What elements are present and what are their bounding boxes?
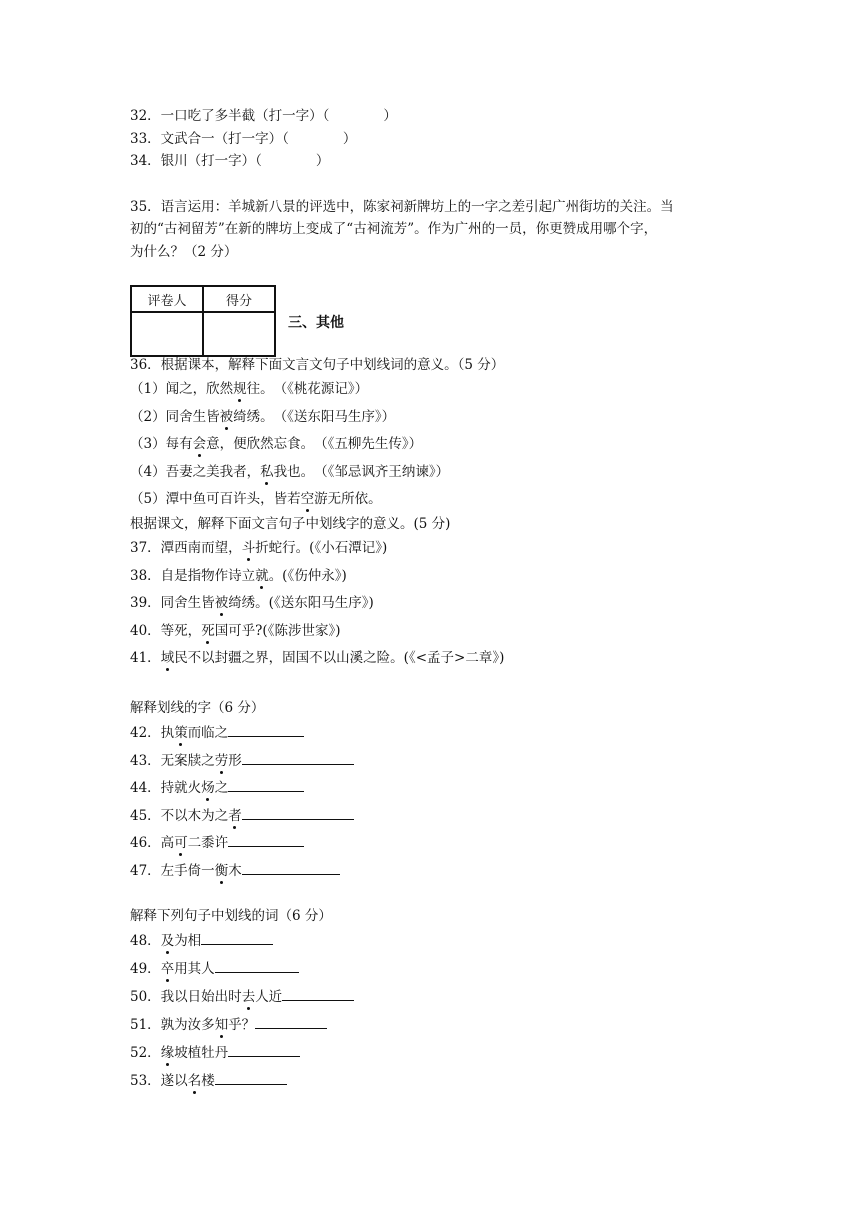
item-text-after: 楼 (201, 1073, 215, 1089)
item-text-before: 40．等死， (130, 622, 202, 639)
item-text-after: 坡植牡丹 (174, 1045, 229, 1061)
item-text-before: （3）每有 (130, 436, 193, 452)
item-text-after: 意，便欣然忘食。 （《五柳先生传》） (206, 436, 423, 452)
item-text-before: 44．持就火 (130, 780, 202, 796)
marked-character: 就 (255, 567, 269, 584)
item-text-before: 47．左手倚一 (130, 862, 215, 879)
item-text-before: 39．同舍生皆 (130, 595, 215, 611)
marked-character: 去 (241, 989, 256, 1005)
marked-character: 及 (160, 933, 175, 949)
item-text-before: 42．执 (130, 725, 175, 741)
item-text-before: （4）吾妻之美我者， (130, 463, 261, 480)
question-36-item (130, 380, 368, 398)
item-text-after: 木 (228, 862, 242, 879)
question-item (130, 860, 340, 880)
section-title: 三、其他 (288, 315, 344, 331)
marked-character: 炀 (201, 780, 215, 796)
question-35-line-2: 初的“古祠留芳”在新的牌坊上变成了“古祠流芳”。作为广州的一员，你更赞成用哪个字， (130, 221, 658, 237)
question-33: 33．文武合一（打一字）（ ） (130, 131, 357, 147)
marked-character: 衡 (214, 862, 229, 879)
marked-character: 空 (300, 491, 315, 507)
item-text-after: 我也。 （《邹忌讽齐王纳谏》） (273, 463, 450, 480)
marked-character: 规 (233, 381, 247, 397)
marked-character: 劳 (214, 752, 229, 769)
question-35-line-3: 为什么？（2 分） (130, 244, 238, 260)
marked-character: 被 (214, 595, 229, 611)
question-item (130, 750, 354, 770)
item-text-before: 41． (130, 650, 161, 666)
answer-blank[interactable] (201, 930, 273, 945)
item-text-before: 38．自是指物作诗立 (130, 567, 256, 584)
question-item (130, 1014, 327, 1034)
score-cell (203, 312, 275, 356)
question-35-line-1: 35．语言运用：羊城新八景的评选中，陈家祠新牌坊上的一字之差引起广州街坊的关注。当 (130, 199, 674, 215)
question-item (130, 777, 304, 797)
marked-character: 缘 (160, 1045, 175, 1061)
item-text-before: （2）同舍生皆 (130, 408, 220, 425)
item-text-before: 53．遂以 (130, 1073, 188, 1089)
question-32: 32．一口吃了多半截（打一字）（ ） (130, 108, 397, 124)
item-text-after: 。(《伤仲永》) (268, 567, 347, 584)
question-item (130, 649, 504, 667)
question-34: 34．银川（打一字）（ ） (130, 153, 330, 169)
score-header: 得分 (203, 286, 275, 312)
item-text-before: 46．高 (130, 835, 175, 851)
marked-character: 卒 (160, 961, 175, 977)
marked-character: 私 (260, 463, 274, 480)
item-text-before: （1）闻之，欣然 (130, 381, 234, 397)
answer-blank[interactable] (215, 958, 299, 973)
item-text-after: 为相 (174, 933, 202, 949)
marked-character: 死 (201, 622, 215, 639)
answer-blank[interactable] (242, 805, 354, 820)
question-item (130, 539, 387, 557)
item-text-before: （5）潭中鱼可百许头，皆若 (130, 491, 301, 507)
item-text-after: 二黍许 (187, 835, 229, 851)
item-text-before: 48． (130, 933, 161, 949)
item-text-after: 游无所依。 (314, 491, 382, 507)
question-item (130, 805, 354, 825)
item-text-after: 绮绣。(《送东阳马生序》) (228, 595, 374, 611)
question-36-item (130, 463, 449, 481)
marked-character: 被 (219, 408, 234, 425)
marked-character: 斗 (241, 540, 256, 556)
answer-blank[interactable] (228, 722, 304, 737)
item-text-after: 人近 (255, 989, 283, 1005)
question-36-item (130, 435, 422, 453)
instruction-48: 解释下列句子中划线的词（6 分） (130, 908, 332, 924)
item-text-before: 49． (130, 961, 161, 977)
instruction-37: 根据课文，解释下面文言句子中划线字的意义。(5 分) (130, 516, 451, 532)
question-item (130, 832, 304, 852)
question-36: 36．根据课本，解释下面文言文句子中划线词的意义。（5 分） (130, 357, 505, 373)
item-text-before: 43．无案牍之 (130, 752, 215, 769)
answer-blank[interactable] (228, 777, 304, 792)
item-text-after: 乎？ (228, 1017, 256, 1033)
question-item (130, 722, 304, 742)
item-text-before: 50．我以日始出时 (130, 989, 242, 1005)
answer-blank[interactable] (228, 1042, 300, 1057)
marked-character: 策 (174, 725, 188, 741)
marked-character: 名 (187, 1073, 202, 1089)
item-text-after: 国可乎?(《陈涉世家》) (214, 622, 341, 639)
marked-character: 会 (192, 436, 207, 452)
item-text-before: 45．不以木为之 (130, 807, 229, 824)
question-item (130, 986, 354, 1006)
marked-character: 域 (160, 650, 175, 666)
item-text-after: 之 (214, 780, 229, 796)
reviewer-header: 评卷人 (131, 286, 203, 312)
question-item (130, 930, 273, 950)
answer-blank[interactable] (228, 832, 304, 847)
marked-character: 可 (174, 835, 188, 851)
question-36-item (130, 408, 395, 426)
item-text-after: 形 (228, 752, 242, 769)
item-text-after: 绮绣。 （《送东阳马生序》） (233, 408, 396, 425)
marked-character: 者 (228, 807, 242, 824)
question-item (130, 622, 340, 640)
instruction-42: 解释划线的字（6 分） (130, 700, 265, 716)
item-text-before: 37．潭西南而望， (130, 540, 242, 556)
item-text-after: 而临之 (187, 725, 229, 741)
question-item (130, 1070, 287, 1090)
item-text-after: 用其人 (174, 961, 215, 977)
item-text-before: 52． (130, 1045, 161, 1061)
question-item (130, 594, 374, 612)
marked-character: 知 (214, 1017, 229, 1033)
answer-blank[interactable] (242, 860, 340, 875)
score-table (130, 285, 276, 357)
item-text-after: 往。 （《桃花源记》） (246, 381, 369, 397)
item-text-after: 民不以封疆之界，固国不以山溪之险。(《<孟子>二章》) (174, 650, 505, 666)
reviewer-cell (131, 312, 203, 356)
item-text-after: 折蛇行。(《小石潭记》) (255, 540, 388, 556)
answer-blank[interactable] (255, 1014, 327, 1029)
answer-blank[interactable] (242, 750, 354, 765)
question-36-item (130, 490, 382, 508)
question-item (130, 1042, 300, 1062)
question-item (130, 567, 347, 585)
answer-blank[interactable] (282, 986, 354, 1001)
item-text-before: 51．孰为汝多 (130, 1017, 215, 1033)
question-item (130, 958, 299, 978)
answer-blank[interactable] (215, 1070, 287, 1085)
